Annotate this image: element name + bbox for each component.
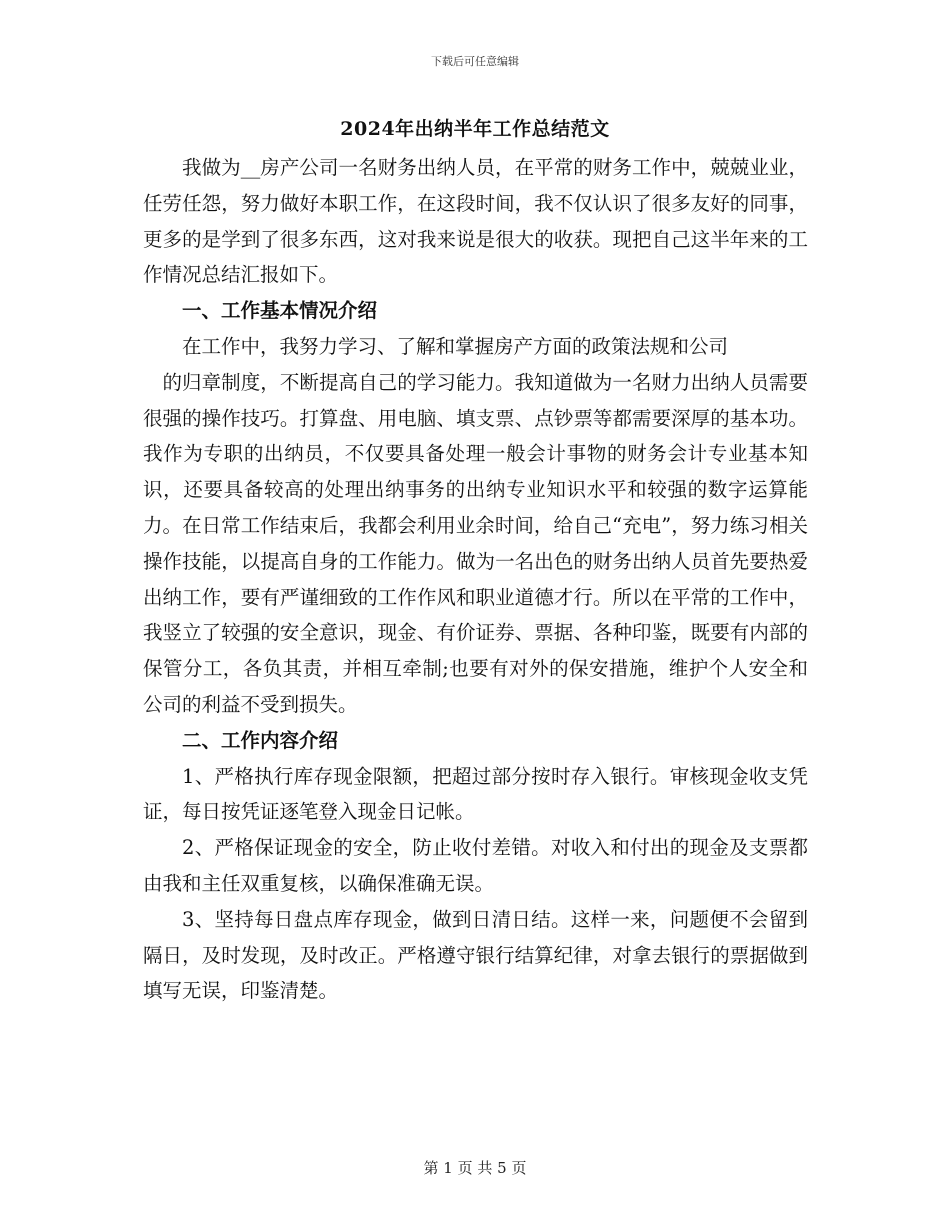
- page-number: 第 1 页 共 5 页: [423, 1159, 527, 1177]
- section-heading-basic: 一、工作基本情况介绍: [182, 299, 378, 323]
- content-item-2: 2、严格保证现金的安全，防止收付差错。对收入和付出的现金及支票都由我和主任双重复核，以确保准确无误。: [143, 836, 808, 895]
- section1-body-text: 的归章制度，不断提高自己的学习能力。我知道做为一名财力出纳人员需要很强的操作技巧。打算盘、用电脑、填支票、点钞票等都需要深厚的基本功。我作为专职的出纳员，不仅要具备处理一般会计事物的财务会计专业基本知识，还要具备较高的处理出纳事务的出纳专业知识水平和较强的数字运算能力。在日常工作结束后，我都会利用业余时间，给自己“充电”，努力练习相关操作技能，以提高自身的工作能力。做为一名出色的财务出纳人员首先要热爱出纳工作，要有严谨细致的工作作风和职业道德才行。所以在平常的工作中，我竖立了较强的安全意识，现金、有价证券、票据、各种印鉴，既要有内部的保管分工，各负其责，并相互牵制;也要有对外的保安措施，维护个人安全和公司的利益不受到损失。: [143, 370, 808, 716]
- page-header: 下载后可任意编辑: [431, 55, 519, 68]
- content-item-1: 1、严格执行库存现金限额，把超过部分按时存入银行。审核现金收支凭证，每日按凭证逐笔登入现金日记帐。: [143, 764, 808, 824]
- document-title: 2024年出纳半年工作总结范文: [340, 118, 610, 140]
- content-item-3: 3、坚持每日盘点库存现金，做到日清日结。这样一来，问题便不会留到隔日，及时发现，及时改正。严格遵守银行结算纪律，对拿去银行的票据做到填写无误，印鉴清楚。: [143, 907, 808, 1003]
- document-body: [143, 150, 808, 1009]
- section1-paragraph: [143, 365, 808, 723]
- section1-first-line: 在工作中，我努力学习、了解和掌握房产方面的政策法规和公司: [182, 334, 729, 358]
- intro-paragraph: 我做为__房产公司一名财务出纳人员，在平常的财务工作中，兢兢业业，任劳任怨，努力做好本职工作，在这段时间，我不仅认识了很多友好的同事，更多的是学到了很多东西，这对我来说是很大的收获。现把自己这半年来的工作情况总结汇报如下。: [143, 156, 808, 287]
- section-heading-content: 二、工作内容介绍: [182, 728, 339, 752]
